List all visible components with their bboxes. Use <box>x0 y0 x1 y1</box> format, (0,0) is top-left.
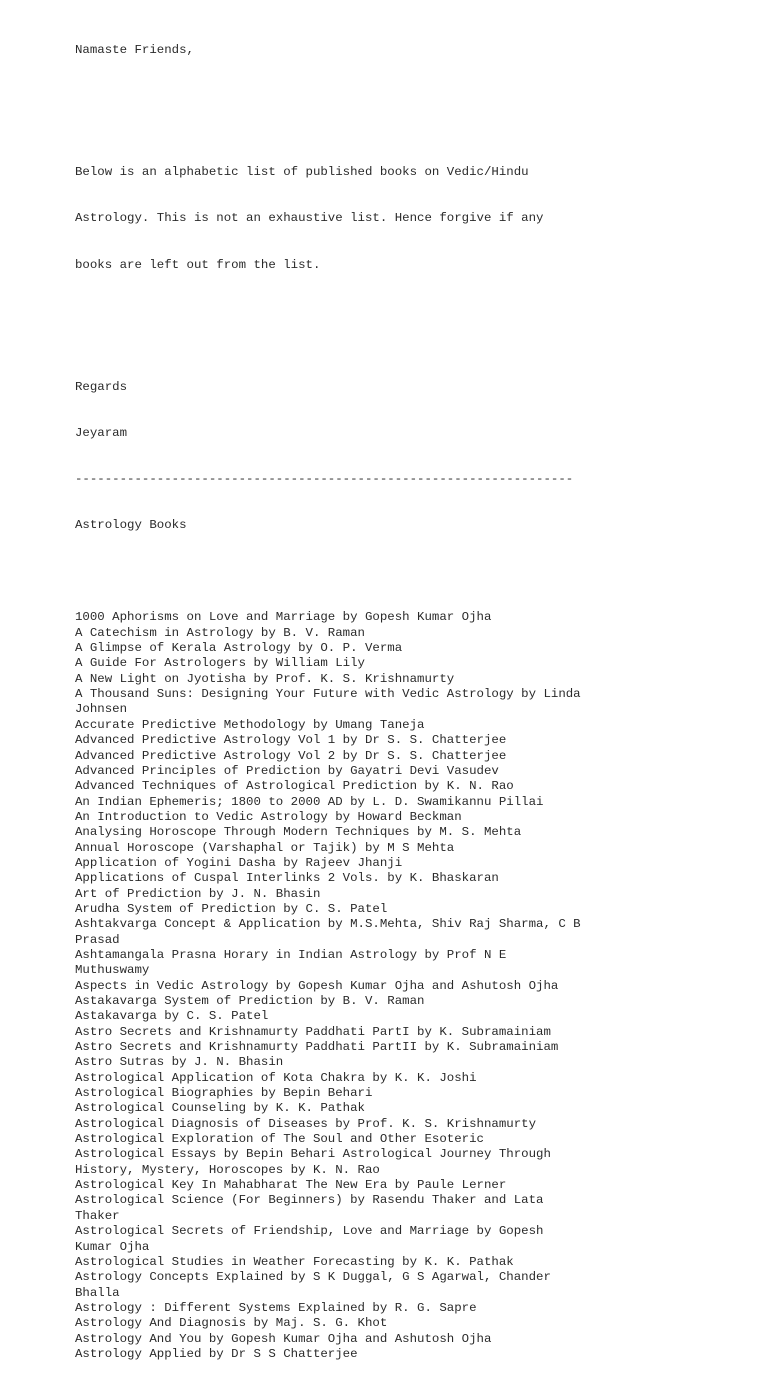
book-entry-line: Astrology Applied by Dr S S Chatterjee <box>75 1346 358 1361</box>
book-entry-line: Astrological Science (For Beginners) by Rasendu Thaker and Lata <box>75 1193 544 1208</box>
book-entry-line: Astrological Diagnosis of Diseases by Prof. K. S. Krishnamurty <box>75 1116 537 1131</box>
book-entry <box>75 902 735 917</box>
book-entry-line: History, Mystery, Horoscopes by K. N. Rao <box>75 1162 380 1177</box>
separator-line: ------------------------------------------------------------------- <box>75 472 574 487</box>
book-entry-line: Astrological Essays by Bepin Behari Astrological Journey Through <box>75 1147 551 1162</box>
section-heading: Astrology Books <box>75 518 187 533</box>
book-entry <box>75 917 735 948</box>
book-entry-line: Astrological Counseling by K. K. Pathak <box>75 1101 365 1116</box>
book-entry <box>75 1224 735 1255</box>
book-entry <box>75 764 735 779</box>
book-entry <box>75 656 735 671</box>
book-entry-line: Prasad <box>75 932 120 947</box>
document-page <box>75 12 735 1378</box>
book-entry-line: Astrological Secrets of Friendship, Love and Marriage by Gopesh <box>75 1224 544 1239</box>
signoff: Regards <box>75 380 128 395</box>
book-entry-line: Aspects in Vedic Astrology by Gopesh Kumar Ojha and Ashutosh Ojha <box>75 978 559 993</box>
spacer <box>75 89 735 104</box>
book-entry-line: Astro Secrets and Krishnamurty Paddhati PartII by K. Subramainiam <box>75 1040 559 1055</box>
book-entry <box>75 1147 735 1162</box>
book-entry-line: Astakavarga by C. S. Patel <box>75 1009 269 1024</box>
book-entry-line: Bhalla <box>75 1285 120 1300</box>
book-entry-line: Muthuswamy <box>75 963 150 978</box>
book-entry-line: Astrological Exploration of The Soul and Other Esoteric <box>75 1132 484 1147</box>
book-entry <box>75 810 735 825</box>
book-entry-line: Johnsen <box>75 702 128 717</box>
book-entry <box>75 1086 735 1101</box>
book-entry-line: Astrological Key In Mahabharat The New Era by Paule Lerner <box>75 1178 507 1193</box>
book-entry <box>75 626 735 641</box>
book-entry-line: A Guide For Astrologers by William Lily <box>75 656 365 671</box>
book-entry <box>75 1025 735 1040</box>
book-entry-line: An Introduction to Vedic Astrology by Howard Beckman <box>75 809 462 824</box>
book-entry <box>75 641 735 656</box>
book-entry <box>75 1255 735 1270</box>
book-entry <box>75 1117 735 1132</box>
book-entry <box>75 1055 735 1070</box>
book-entry <box>75 749 735 764</box>
spacer <box>75 564 735 579</box>
book-entry-line: Annual Horoscope (Varshaphal or Tajik) by M S Mehta <box>75 840 455 855</box>
book-entry <box>75 1270 735 1301</box>
book-entry-line: Astro Sutras by J. N. Bhasin <box>75 1055 284 1070</box>
book-entry <box>75 718 735 733</box>
book-entry <box>75 856 735 871</box>
book-entry-line: Astrology And You by Gopesh Kumar Ojha and Ashutosh Ojha <box>75 1331 492 1346</box>
book-entry-line: 1000 Aphorisms on Love and Marriage by Gopesh Kumar Ojha <box>75 610 492 625</box>
book-entry <box>75 687 735 718</box>
book-entry-line: Advanced Predictive Astrology Vol 1 by Dr S. S. Chatterjee <box>75 733 507 748</box>
spacer <box>75 334 735 349</box>
book-entry-line: Astrological Biographies by Bepin Behari <box>75 1086 373 1101</box>
book-entry <box>75 1132 735 1147</box>
book-entry-line: Astakavarga System of Prediction by B. V. Raman <box>75 994 425 1008</box>
book-entry-line: Analysing Horoscope Through Modern Techniques by M. S. Mehta <box>75 825 522 840</box>
book-entry-line: An Indian Ephemeris; 1800 to 2000 AD by L. D. Swamikannu Pillai <box>75 794 544 809</box>
book-entry-line: A Thousand Suns: Designing Your Future with Vedic Astrology by Linda <box>75 687 581 702</box>
author-name: Jeyaram <box>75 426 128 441</box>
greeting: Namaste Friends, <box>75 42 194 57</box>
book-entry <box>75 1316 735 1331</box>
intro-line: Below is an alphabetic list of published books on Vedic/Hindu <box>75 165 529 180</box>
book-entry-line: Thaker <box>75 1208 120 1223</box>
book-entry-line: Astrology : Different Systems Explained by R. G. Sapre <box>75 1300 477 1315</box>
book-entry-line: Accurate Predictive Methodology by Umang Taneja <box>75 717 425 732</box>
book-list <box>75 610 735 1362</box>
book-entry-line: Astrological Application of Kota Chakra by K. K. Joshi <box>75 1070 477 1085</box>
book-entry-line: Application of Yogini Dasha by Rajeev Jhanji <box>75 855 403 870</box>
book-entry <box>75 979 735 994</box>
book-entry <box>75 1101 735 1116</box>
book-entry-line: A Catechism in Astrology by B. V. Raman <box>75 625 365 640</box>
book-entry <box>75 871 735 886</box>
book-entry <box>75 948 735 979</box>
book-entry <box>75 1332 735 1347</box>
intro-line: Astrology. This is not an exhaustive list. Hence forgive if any <box>75 211 544 226</box>
book-entry-line: Astro Secrets and Krishnamurty Paddhati PartI by K. Subramainiam <box>75 1024 551 1039</box>
book-entry-line: A New Light on Jyotisha by Prof. K. S. Krishnamurty <box>75 671 455 686</box>
book-entry-line: Kumar Ojha <box>75 1239 150 1254</box>
book-entry <box>75 1193 735 1224</box>
book-entry <box>75 887 735 902</box>
book-entry-line: Art of Prediction by J. N. Bhasin <box>75 886 321 901</box>
book-entry <box>75 1040 735 1055</box>
book-entry <box>75 994 735 1009</box>
book-entry <box>75 1347 735 1362</box>
book-entry-line: Ashtamangala Prasna Horary in Indian Astrology by Prof N E <box>75 947 507 962</box>
book-entry <box>75 795 735 810</box>
intro-paragraph <box>75 135 735 304</box>
book-entry-line: Arudha System of Prediction by C. S. Patel <box>75 901 388 916</box>
book-entry-line: Astrological Studies in Weather Forecasting by K. K. Pathak <box>75 1254 514 1269</box>
intro-line: books are left out from the list. <box>75 257 321 272</box>
book-entry-line: Astrology Concepts Explained by S K Duggal, G S Agarwal, Chander <box>75 1270 551 1285</box>
book-entry-line: Applications of Cuspal Interlinks 2 Vols. by K. Bhaskaran <box>75 871 499 886</box>
book-entry-line: Advanced Principles of Prediction by Gayatri Devi Vasudev <box>75 763 499 778</box>
book-entry <box>75 1178 735 1193</box>
book-entry <box>75 841 735 856</box>
book-entry <box>75 1071 735 1086</box>
book-entry-line: Astrology And Diagnosis by Maj. S. G. Khot <box>75 1316 388 1331</box>
book-entry <box>75 779 735 794</box>
book-entry <box>75 825 735 840</box>
book-entry-line: Ashtakvarga Concept & Application by M.S.Mehta, Shiv Raj Sharma, C B <box>75 917 581 932</box>
book-entry <box>75 672 735 687</box>
book-entry-line: Advanced Predictive Astrology Vol 2 by Dr S. S. Chatterjee <box>75 748 507 763</box>
book-entry <box>75 1163 735 1178</box>
book-entry-line: Advanced Techniques of Astrological Prediction by K. N. Rao <box>75 779 514 794</box>
book-entry-line: A Glimpse of Kerala Astrology by O. P. Verma <box>75 641 403 656</box>
book-entry <box>75 1301 735 1316</box>
book-entry <box>75 733 735 748</box>
book-entry <box>75 1009 735 1024</box>
book-entry <box>75 610 735 625</box>
